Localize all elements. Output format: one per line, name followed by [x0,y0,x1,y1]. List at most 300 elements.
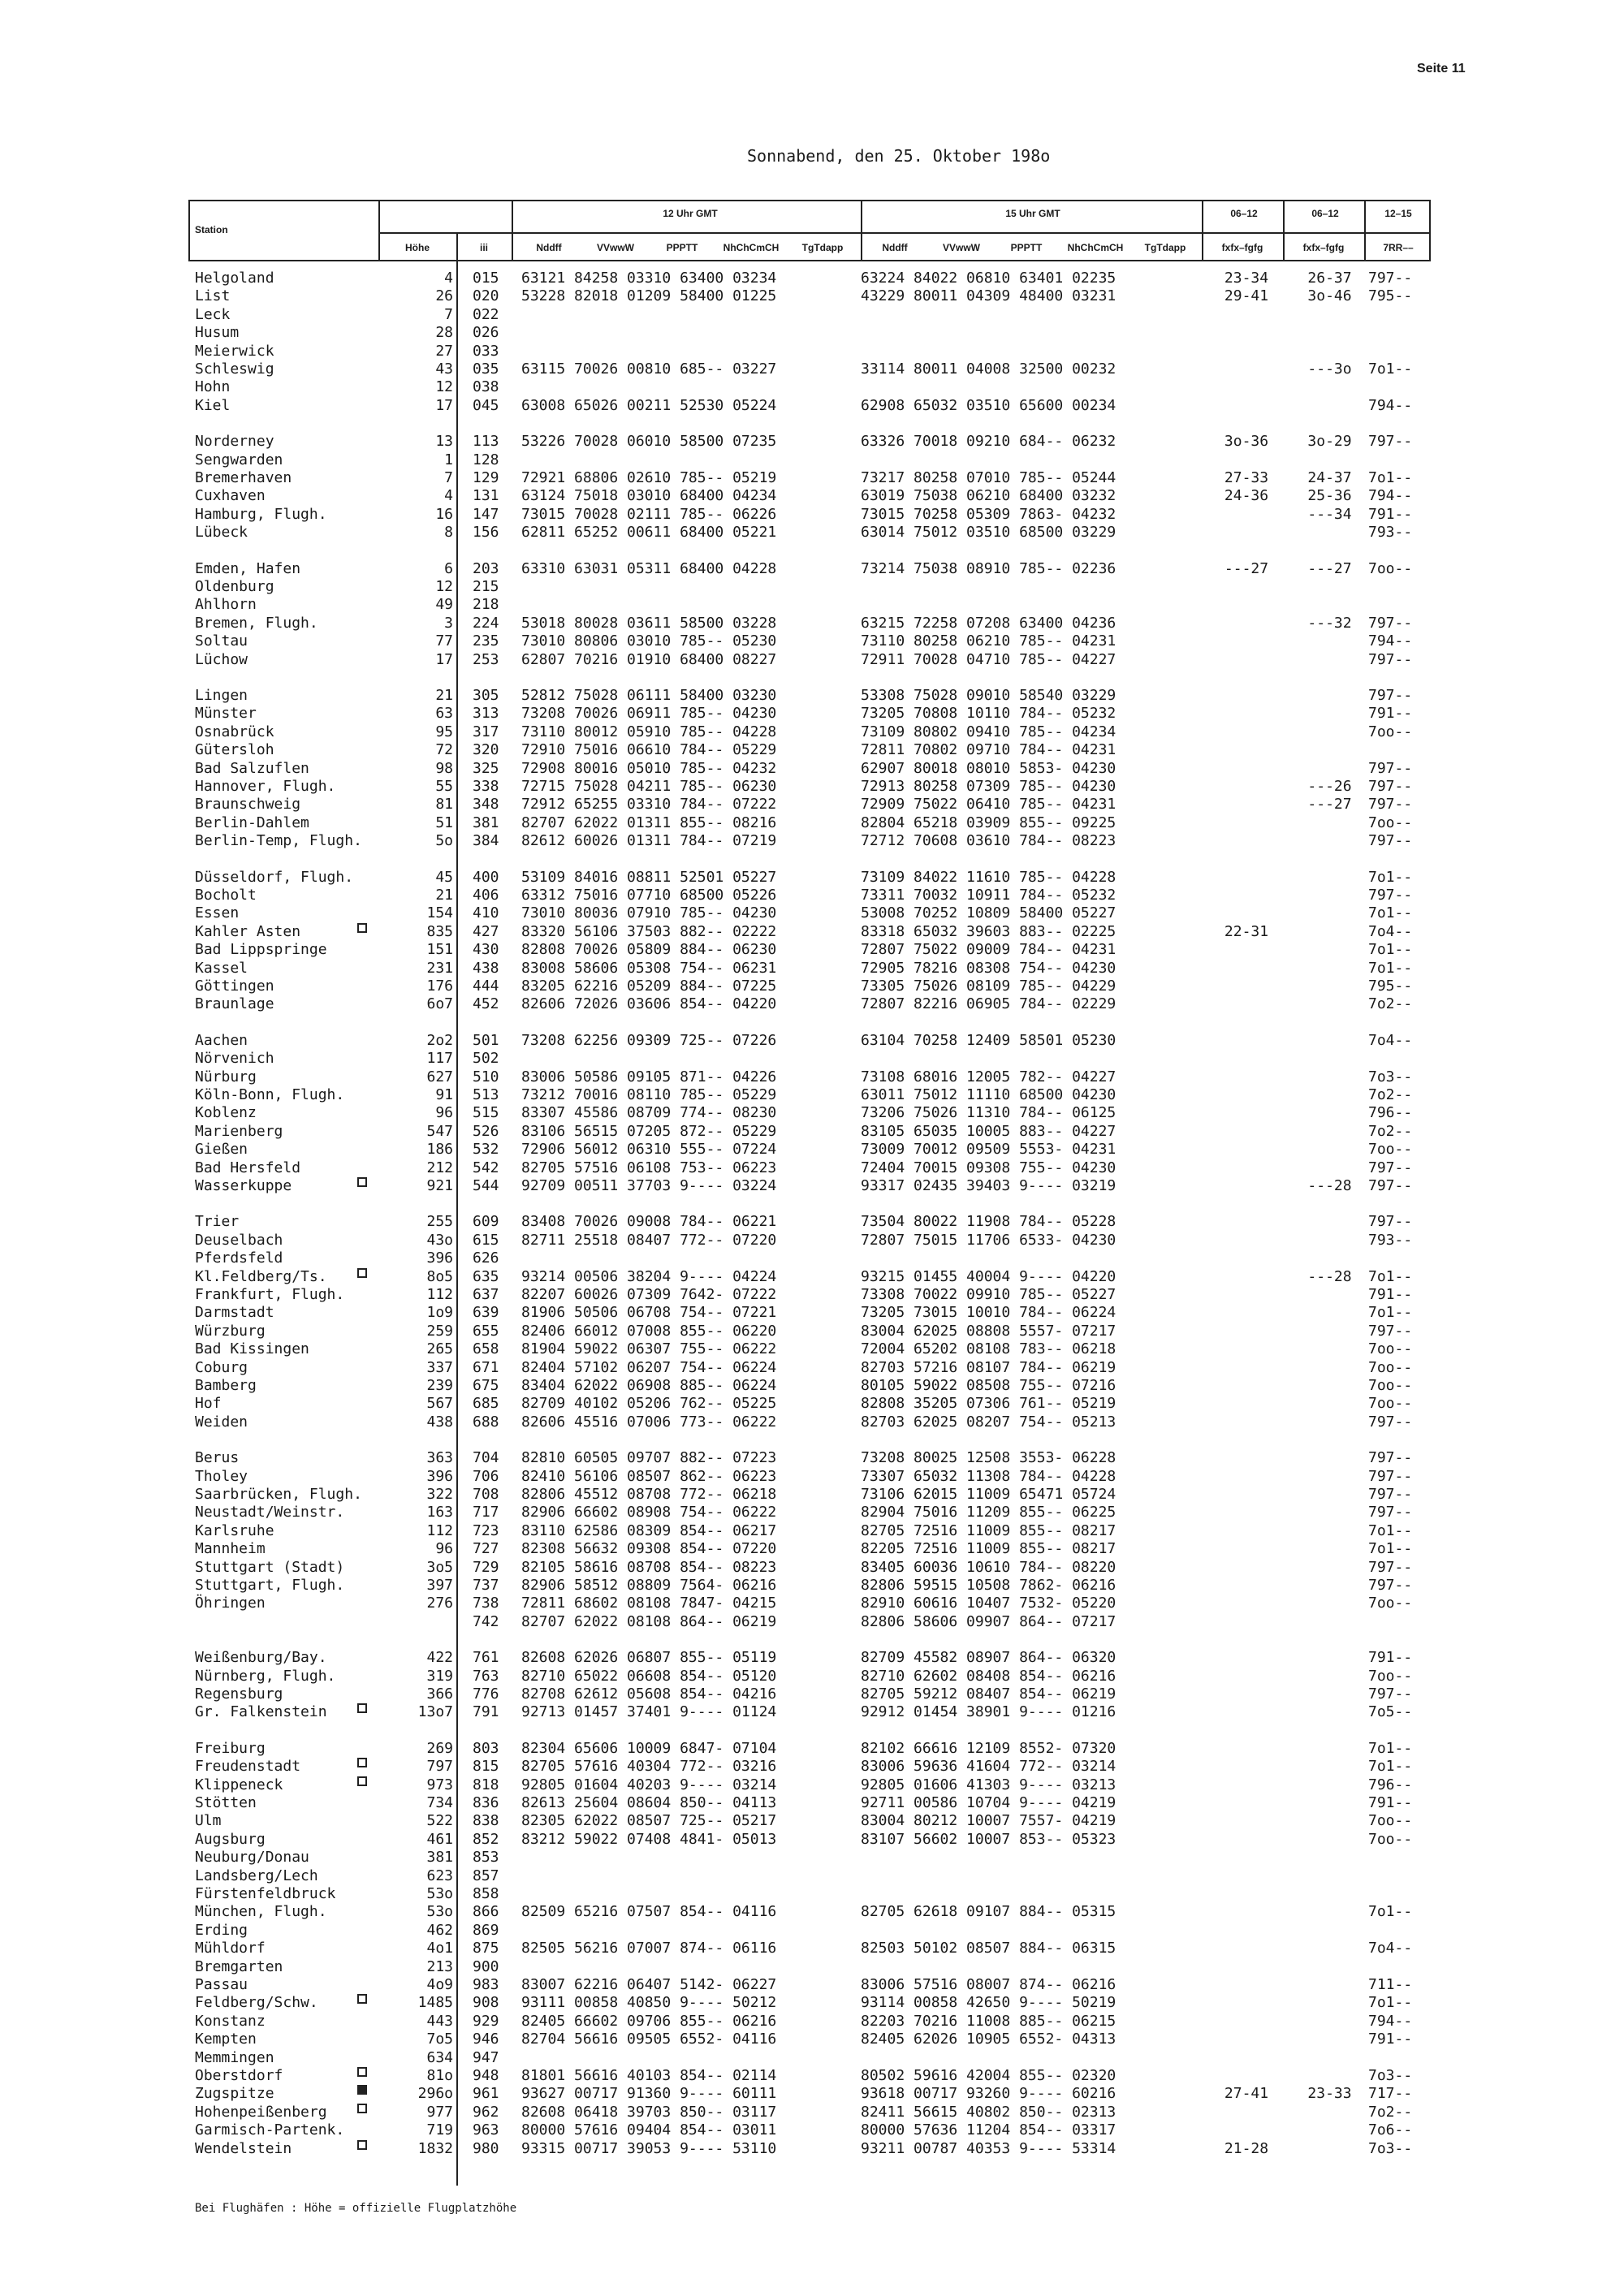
table-row [0,1050,1624,1068]
station-index: 501 [473,1031,499,1049]
station-index: 038 [473,378,499,396]
station-height: 623 [426,1867,453,1884]
table-row [0,1486,1624,1504]
station-name: Weiden [195,1413,248,1431]
header-iii: iii [479,242,488,253]
table-row [0,1758,1624,1776]
table-row [0,1867,1624,1885]
precip-06-12: 7oo-- [1368,1395,1413,1413]
station-index: 685 [473,1395,499,1413]
precip-06-12: 7o3-- [1368,2139,1413,2157]
table-row [0,978,1624,995]
obs-15-utc: 82904 75016 11209 855-- 06225 [861,1504,1116,1521]
precip-06-12: 7o1-- [1368,959,1413,977]
station-name: Freudenstadt [195,1758,301,1776]
obs-15-utc: 63019 75038 06210 68400 03232 [861,487,1116,505]
obs-15-utc: 62907 80018 08010 5853- 04230 [861,759,1116,777]
station-index: 348 [473,796,499,814]
table-row [0,1613,1624,1631]
station-name: Berlin-Temp, Flugh. [195,832,362,850]
station-index: 427 [473,922,499,940]
mountain-station-icon [357,923,367,933]
precip-06-12: 797-- [1368,270,1413,287]
station-name: Lingen [195,687,248,704]
obs-12-utc: 92805 01604 40203 9---- 03214 [521,1776,777,1793]
table-row [0,1559,1624,1577]
obs-12-utc: 82705 57616 40304 772-- 03216 [521,1758,777,1776]
station-name: Husum [195,324,240,342]
obs-12-utc: 83006 50586 09105 871-- 04226 [521,1068,777,1085]
obs-12-utc: 82207 60026 07309 7642- 07222 [521,1286,777,1303]
mountain-station-icon [357,2067,367,2077]
station-height: 8o5 [426,1267,453,1285]
table-row [0,995,1624,1013]
obs-15-utc: 73109 84022 11610 785-- 04228 [861,868,1116,886]
table-row [0,1304,1624,1322]
table-row [0,2104,1624,2121]
header-station: Station [195,224,228,235]
station-index: 452 [473,995,499,1013]
mountain-station-icon [357,1758,367,1767]
table-row [0,687,1624,705]
station-name: Neustadt/Weinstr. [195,1504,345,1521]
station-name: Ulm [195,1812,222,1830]
precip-06-12: 791-- [1368,1286,1413,1303]
station-height: 4 [444,270,453,287]
station-name: Gießen [195,1141,248,1159]
station-name: Bad Kissingen [195,1340,309,1358]
station-height: 17 [435,650,453,668]
precip-06-12: 7o3-- [1368,1068,1413,1085]
obs-12-utc: 82612 60026 01311 784-- 07219 [521,832,777,850]
obs-15-utc: 72712 70608 03610 784-- 08223 [861,832,1116,850]
table-row [0,578,1624,596]
obs-12-utc: 63115 70026 00810 685-- 03227 [521,360,777,378]
station-index: 791 [473,1703,499,1721]
station-height: 3o5 [426,1558,453,1576]
station-index: 866 [473,1903,499,1921]
table-row [0,2049,1624,2067]
station-name: Öhringen [195,1595,266,1612]
obs-15-utc: 73110 80258 06210 785-- 04231 [861,632,1116,650]
precip-06-12: 797-- [1368,796,1413,814]
station-index: 704 [473,1449,499,1467]
station-index: 615 [473,1231,499,1249]
precip-06-12: 7oo-- [1368,723,1413,740]
table-row [0,2067,1624,2085]
table-row [0,1177,1624,1195]
obs-12-utc: 72811 68602 08108 7847- 04215 [521,1595,777,1612]
table-row [0,615,1624,632]
table-row [0,1141,1624,1159]
table-row [0,343,1624,360]
station-height: 1 [444,451,453,468]
obs-12-utc: 82410 56106 08507 862-- 06223 [521,1467,777,1485]
header-12-col-3: PPPTT [666,242,698,253]
table-row [0,1213,1624,1231]
station-name: Berlin-Dahlem [195,814,309,831]
table-row [0,1577,1624,1595]
station-name: Oberstdorf [195,2067,283,2084]
table-row [0,1413,1624,1431]
station-name: München, Flugh. [195,1903,327,1921]
station-height: 397 [426,1577,453,1594]
station-height: 265 [426,1340,453,1358]
precip-06-12: 7oo-- [1368,1812,1413,1830]
obs-12-utc: 93111 00858 40850 9---- 50212 [521,1994,777,2012]
obs-12-utc: 83408 70026 09008 784-- 06221 [521,1213,777,1231]
header-sub-c: 7RR–– [1383,242,1414,253]
station-index: 838 [473,1812,499,1830]
obs-12-utc: 82613 25604 08604 850-- 04113 [521,1794,777,1811]
station-index: 737 [473,1577,499,1594]
precip-06-12: 797-- [1368,1558,1413,1576]
station-index: 215 [473,578,499,595]
precip-06-12: 791-- [1368,1794,1413,1811]
obs-12-utc: 92713 01457 37401 9---- 01124 [521,1703,777,1721]
obs-12-utc: 72715 75028 04211 785-- 06230 [521,778,777,795]
precip-06-12: 7o1-- [1368,1758,1413,1776]
precip-06-12: 797-- [1368,1159,1413,1176]
station-name: Mannheim [195,1540,266,1558]
table-row [0,1668,1624,1685]
station-height: 4o9 [426,1976,453,1993]
table-row [0,941,1624,959]
table-row [0,324,1624,342]
obs-12-utc: 82808 70026 05809 884-- 06230 [521,941,777,959]
obs-15-utc: 73109 80802 09410 785-- 04234 [861,723,1116,740]
obs-12-utc: 82906 66602 08908 754-- 06222 [521,1504,777,1521]
table-row [0,1232,1624,1249]
station-name: Gr. Falkenstein [195,1703,327,1721]
station-height: 53o [426,1885,453,1902]
header-c-b: 12–15 [1384,208,1412,219]
precip-06-12: 7oo-- [1368,1667,1413,1685]
station-name: Nürnberg, Flugh. [195,1667,336,1685]
station-index: 026 [473,324,499,342]
header-12-col-5: TgTdapp [801,242,844,253]
station-height: 21 [435,687,453,704]
obs-15-utc: 73205 70808 10110 784-- 05232 [861,705,1116,723]
station-name: Düsseldorf, Flugh. [195,868,354,886]
station-height: 151 [426,941,453,959]
station-index: 671 [473,1358,499,1376]
station-height: 7 [444,469,453,486]
station-height: 28 [435,324,453,342]
station-height: 154 [426,904,453,922]
precip-06-12: 7o1-- [1368,469,1413,486]
station-name: Erding [195,1921,248,1939]
table-row [0,1685,1624,1703]
precip-06-12: 797-- [1368,759,1413,777]
precip-06-12: 7o2-- [1368,1086,1413,1103]
table-row [0,1812,1624,1830]
obs-12-utc: 82705 57516 06108 753-- 06223 [521,1159,777,1176]
table-row [0,778,1624,796]
gust-06-12: 24-36 [1224,487,1269,505]
obs-12-utc: 83404 62022 06908 885-- 06224 [521,1377,777,1394]
obs-15-utc: 82705 62618 09107 884-- 05315 [861,1903,1116,1921]
station-index: 015 [473,270,499,287]
station-name: Nürburg [195,1068,257,1085]
station-name: Kahler Asten [195,922,301,940]
table-row [0,1522,1624,1540]
obs-15-utc: 83107 56602 10007 853-- 05323 [861,1830,1116,1848]
table-row [0,923,1624,941]
station-height: 96 [435,1540,453,1558]
footnote: Bei Flughäfen : Höhe = offizielle Flugplatzhöhe [195,2202,517,2215]
obs-15-utc: 92805 01606 41303 9---- 03213 [861,1776,1116,1793]
gust-12-15: ---27 [1307,559,1352,577]
station-name: Stuttgart, Flugh. [195,1577,345,1594]
station-name: Hohn [195,378,231,396]
precip-06-12: 797-- [1368,1504,1413,1521]
station-name: Bad Salzuflen [195,759,309,777]
obs-15-utc: 73214 75038 08910 785-- 02236 [861,559,1116,577]
station-name: Stuttgart (Stadt) [195,1558,345,1576]
station-name: Braunschweig [195,796,301,814]
obs-15-utc: 82205 72516 11009 855-- 08217 [861,1540,1116,1558]
obs-12-utc: 72910 75016 06610 784-- 05229 [521,741,777,759]
obs-12-utc: 73208 62256 09309 725-- 07226 [521,1031,777,1049]
obs-12-utc: 52812 75028 06111 58400 03230 [521,687,777,704]
station-index: 410 [473,904,499,922]
table-row [0,378,1624,396]
station-name: Fürstenfeldbruck [195,1885,336,1902]
obs-15-utc: 82804 65218 03909 855-- 09225 [861,814,1116,831]
obs-15-utc: 72404 70015 09308 755-- 04230 [861,1159,1116,1176]
gust-12-15: ---28 [1307,1177,1352,1194]
header-12-col-2: VVwwW [596,242,634,253]
precip-06-12: 797-- [1368,1486,1413,1503]
station-height: 49 [435,596,453,614]
station-index: 384 [473,832,499,850]
station-height: 269 [426,1739,453,1757]
obs-12-utc: 82305 62022 08507 725-- 05217 [521,1812,777,1830]
mountain-station-icon [357,2140,367,2150]
station-name: Sengwarden [195,451,283,468]
station-name: Klippeneck [195,1776,283,1793]
station-height: 719 [426,2121,453,2139]
obs-15-utc: 82808 35205 07306 761-- 05219 [861,1395,1116,1413]
obs-15-utc: 82102 66616 12109 8552- 07320 [861,1739,1116,1757]
obs-12-utc: 72921 68806 02610 785-- 05219 [521,469,777,486]
table-row [0,560,1624,578]
gust-12-15: 26-37 [1307,270,1352,287]
table-row [0,814,1624,832]
table-row [0,1940,1624,1957]
header-c-a: 06–12 [1311,208,1339,219]
station-name: Hohenpeißenberg [195,2103,327,2121]
station-name: Oldenburg [195,578,274,595]
obs-15-utc: 92912 01454 38901 9---- 01216 [861,1703,1116,1721]
header-15-col-4: NhChCmCH [1067,242,1124,253]
obs-12-utc: 81801 56616 40103 854-- 02114 [521,2067,777,2084]
obs-15-utc: 83318 65032 39603 883-- 02225 [861,922,1116,940]
station-height: 81o [426,2067,453,2084]
station-name: Darmstadt [195,1304,274,1322]
table-row [0,1032,1624,1050]
obs-15-utc: 73307 65032 11308 784-- 04228 [861,1467,1116,1485]
station-height: 95 [435,723,453,740]
precip-06-12: 7o3-- [1368,2067,1413,2084]
gust-06-12: 23-34 [1224,270,1269,287]
table-row [0,760,1624,778]
obs-15-utc: 72807 75022 09009 784-- 04231 [861,941,1116,959]
station-index: 869 [473,1921,499,1939]
station-height: 4 [444,487,453,505]
obs-15-utc: 73106 62015 11009 65471 05724 [861,1486,1116,1503]
precip-06-12: 794-- [1368,632,1413,650]
obs-12-utc: 82810 60505 09707 882-- 07223 [521,1449,777,1467]
obs-12-utc: 93627 00717 91360 9---- 60111 [521,2085,777,2103]
obs-12-utc: 82606 72026 03606 854-- 04220 [521,995,777,1013]
header-sep-station [378,200,380,261]
station-height: 239 [426,1377,453,1394]
obs-15-utc: 93211 00787 40353 9---- 53314 [861,2139,1116,2157]
station-index: 444 [473,978,499,995]
station-index: 853 [473,1849,499,1867]
station-name: Garmisch-Partenk. [195,2121,345,2139]
obs-15-utc: 83405 60036 10610 784-- 08220 [861,1558,1116,1576]
station-index: 609 [473,1213,499,1231]
obs-15-utc: 93618 00717 93260 9---- 60216 [861,2085,1116,2103]
table-row [0,1776,1624,1794]
precip-06-12: 7o1-- [1368,1267,1413,1285]
header-12-uhr: 12 Uhr GMT [663,208,718,219]
precip-06-12: 7oo-- [1368,1358,1413,1376]
obs-12-utc: 82608 06418 39703 850-- 03117 [521,2103,777,2121]
gust-12-15: 25-36 [1307,487,1352,505]
precip-06-12: 7o6-- [1368,2121,1413,2139]
obs-15-utc: 73206 75026 11310 784-- 06125 [861,1104,1116,1122]
table-row [0,705,1624,723]
obs-12-utc: 63008 65026 00211 52530 05224 [521,396,777,414]
station-index: 655 [473,1322,499,1340]
precip-06-12: 7oo-- [1368,559,1413,577]
table-row [0,1649,1624,1667]
station-index: 980 [473,2139,499,2157]
obs-15-utc: 73009 70012 09509 5553- 04231 [861,1141,1116,1159]
table-row [0,1377,1624,1395]
obs-15-utc: 73305 75026 08109 785-- 04229 [861,978,1116,995]
station-height: 176 [426,978,453,995]
precip-06-12: 797-- [1368,1577,1413,1594]
station-height: 797 [426,1758,453,1776]
station-index: 639 [473,1304,499,1322]
station-index: 961 [473,2085,499,2103]
obs-15-utc: 72913 80258 07309 785-- 04230 [861,778,1116,795]
station-name: Meierwick [195,342,274,360]
obs-12-utc: 82704 56616 09505 6552- 04116 [521,2031,777,2048]
precip-06-12: 797-- [1368,1467,1413,1485]
station-height: 212 [426,1159,453,1176]
station-height: 443 [426,2012,453,2030]
obs-15-utc: 73208 80025 12508 3553- 06228 [861,1449,1116,1467]
obs-12-utc: 73110 80012 05910 785-- 04228 [521,723,777,740]
station-name: Aachen [195,1031,248,1049]
station-name: Mühldorf [195,1940,266,1957]
gust-06-12: ---27 [1224,559,1269,577]
station-height: 13 [435,433,453,451]
obs-12-utc: 53228 82018 01209 58400 01225 [521,287,777,305]
table-row [0,469,1624,487]
obs-12-utc: 72908 80016 05010 785-- 04232 [521,759,777,777]
station-index: 626 [473,1249,499,1267]
table-row [0,2085,1624,2103]
obs-15-utc: 73015 70258 05309 7863- 04232 [861,505,1116,523]
precip-06-12: 7oo-- [1368,1141,1413,1159]
station-name: Deuselbach [195,1231,283,1249]
station-height: 396 [426,1467,453,1485]
table-row [0,287,1624,305]
obs-12-utc: 83320 56106 37503 882-- 02222 [521,922,777,940]
precip-06-12: 7o1-- [1368,1739,1413,1757]
station-height: 45 [435,868,453,886]
page-date-title: Sonnabend, den 25. Oktober 198o [747,146,1051,166]
precip-06-12: 717-- [1368,2085,1413,2103]
station-name: Freiburg [195,1739,266,1757]
table-row [0,1595,1624,1612]
precip-06-12: 797-- [1368,1413,1413,1431]
obs-12-utc: 82505 56216 07007 874-- 06116 [521,1940,777,1957]
station-height: 1o9 [426,1304,453,1322]
precip-06-12: 7o2-- [1368,1122,1413,1140]
station-index: 836 [473,1794,499,1811]
obs-15-utc: 80105 59022 08508 755-- 07216 [861,1377,1116,1394]
table-row [0,433,1624,451]
station-index: 502 [473,1050,499,1068]
obs-15-utc: 82806 58606 09907 864-- 07217 [861,1612,1116,1630]
header-c-c: 06–12 [1230,208,1258,219]
obs-12-utc: 81906 50506 06708 754-- 07221 [521,1304,777,1322]
precip-06-12: 796-- [1368,1776,1413,1793]
station-index: 235 [473,632,499,650]
precip-06-12: 797-- [1368,778,1413,795]
obs-12-utc: 83205 62216 05209 884-- 07225 [521,978,777,995]
station-index: 727 [473,1540,499,1558]
obs-15-utc: 63011 75012 11110 68500 04230 [861,1086,1116,1103]
station-index: 738 [473,1595,499,1612]
obs-15-utc: 62908 65032 03510 65600 00234 [861,396,1116,414]
header-hoehe: Höhe [405,242,430,253]
station-height: 96 [435,1104,453,1122]
station-height: 6o7 [426,995,453,1013]
station-name: Gütersloh [195,741,274,759]
precip-06-12: 7oo-- [1368,1595,1413,1612]
obs-15-utc: 72905 78216 08308 754-- 04230 [861,959,1116,977]
station-index: 948 [473,2067,499,2084]
station-height: 3 [444,614,453,632]
station-height: 231 [426,959,453,977]
station-index: 947 [473,2048,499,2066]
table-row [0,723,1624,741]
obs-12-utc: 82707 62022 01311 855-- 08216 [521,814,777,831]
obs-12-utc: 80000 57616 09404 854-- 03011 [521,2121,777,2139]
station-height: 186 [426,1141,453,1159]
obs-12-utc: 93315 00717 39053 9---- 53110 [521,2139,777,2157]
station-index: 900 [473,1957,499,1975]
precip-06-12: 797-- [1368,1177,1413,1194]
station-index: 203 [473,559,499,577]
table-row [0,360,1624,378]
table-row [0,1104,1624,1122]
station-index: 544 [473,1177,499,1194]
station-height: 319 [426,1667,453,1685]
station-name: Marienberg [195,1122,283,1140]
station-name: Frankfurt, Flugh. [195,1286,345,1303]
station-name: Soltau [195,632,248,650]
